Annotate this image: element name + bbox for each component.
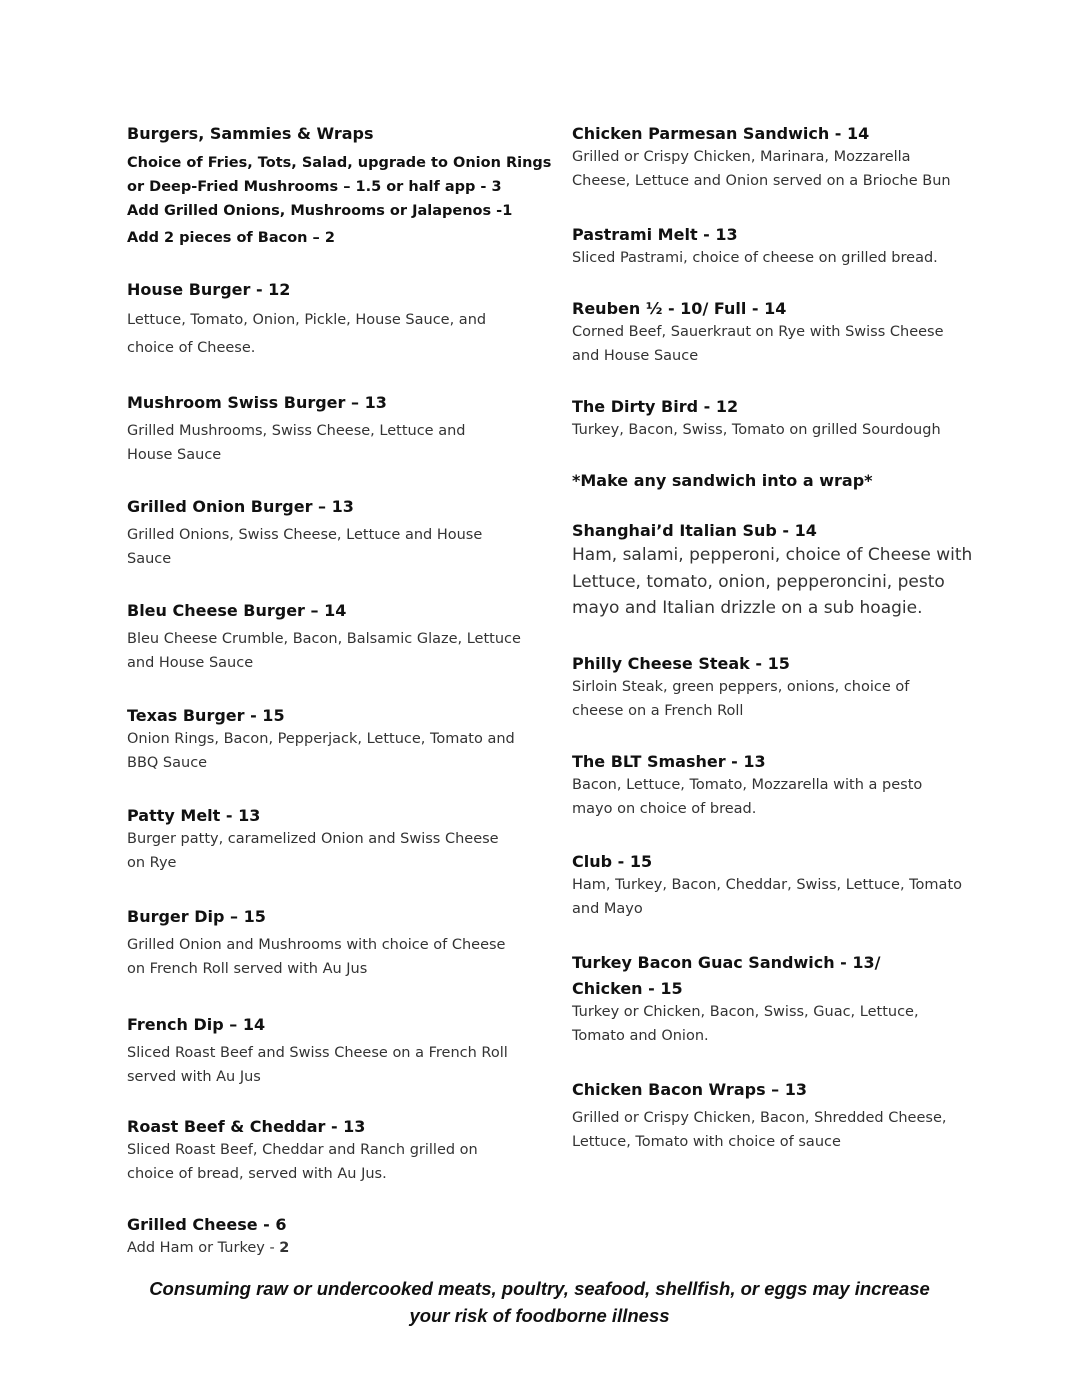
item-description [127,827,499,875]
menu-item [127,280,486,362]
item-description [572,145,951,193]
desc-line: and House Sauce [572,348,699,364]
desc-line: Grilled Onions, Swiss Cheese, Lettuce and House [127,527,483,543]
item-title: Reuben ½ - 10/ Full - 14 [572,299,787,318]
item-title: Club - 15 [572,852,653,871]
menu-item [127,393,466,467]
desc-line: Sauce [127,551,172,567]
desc-line: and Mayo [572,901,643,917]
desc-line: Grilled Onion and Mushrooms with choice of Cheese [127,937,506,953]
item-description [127,627,521,675]
desc-line: Grilled Mushrooms, Swiss Cheese, Lettuce and [127,423,466,439]
intro-line: or Deep-Fried Mushrooms – 1.5 or half app - 3 [127,179,502,195]
item-description [127,1138,478,1186]
item-title: Pastrami Melt - 13 [572,225,738,244]
desc-line: on Rye [127,855,177,871]
desc-line: Ham, salami, pepperoni, choice of Cheese with [572,545,973,565]
item-description [572,873,962,921]
menu-item [127,1215,289,1260]
item-title: Grilled Onion Burger – 13 [127,497,354,516]
item-title: Philly Cheese Steak - 15 [572,654,790,673]
item-description [572,418,941,442]
menu-item [127,601,521,675]
desc-line: Sliced Roast Beef, Cheddar and Ranch grilled on [127,1142,478,1158]
item-description [127,933,505,981]
item-title: Patty Melt - 13 [127,806,261,825]
item-title: Burger Dip – 15 [127,907,266,926]
desc-line: Burger patty, caramelized Onion and Swiss Cheese [127,831,499,847]
desc-line: cheese on a French Roll [572,703,744,719]
warning-line: Consuming raw or undercooked meats, poultry, seafood, shellfish, or eggs may increase [149,1278,930,1299]
intro-text [127,151,551,250]
menu-item [572,953,919,1048]
desc-line: BBQ Sauce [127,755,208,771]
menu-item [572,124,951,193]
desc-line: Bacon, Lettuce, Tomato, Mozzarella with a pesto [572,777,923,793]
desc-line: Lettuce, Tomato, Onion, Pickle, House Sauce, and [127,312,487,328]
item-description [127,306,486,362]
menu-item [572,397,941,442]
desc-line: choice of bread, served with Au Jus. [127,1166,387,1182]
desc-line: served with Au Jus [127,1069,261,1085]
desc-line: Lettuce, tomato, onion, pepperoncini, pesto [572,571,945,592]
desc-line: Corned Beef, Sauerkraut on Rye with Swiss Cheese [572,324,944,340]
item-title: Roast Beef & Cheddar - 13 [127,1117,366,1136]
menu-item [127,806,499,875]
intro-line: Add 2 pieces of Bacon – 2 [127,230,335,246]
item-description [572,1106,946,1154]
item-title: French Dip – 14 [127,1015,266,1034]
desc-line: Grilled or Crispy Chicken, Bacon, Shredded Cheese, [572,1110,947,1126]
desc-line: and House Sauce [127,655,254,671]
item-title: Chicken Bacon Wraps – 13 [572,1080,807,1099]
section-heading: Burgers, Sammies & Wraps [127,124,374,143]
desc-line: House Sauce [127,447,222,463]
menu-item [572,852,962,921]
desc-line: Cheese, Lettuce and Onion served on a Brioche Bun [572,173,951,189]
add-on-price: 2 [279,1240,290,1256]
menu-item [572,521,972,622]
desc-line: Add Ham or Turkey - [127,1240,280,1256]
desc-line: Sirloin Steak, green peppers, onions, choice of [572,679,910,695]
menu-item [572,752,922,821]
desc-line: Onion Rings, Bacon, Pepperjack, Lettuce, Tomato and [127,731,515,747]
desc-line: Bleu Cheese Crumble, Bacon, Balsamic Glaze, Lettuce [127,631,521,647]
item-title: Turkey Bacon Guac Sandwich - 13/ [572,953,881,972]
item-description [572,246,938,270]
item-title: House Burger - 12 [127,280,291,299]
menu-item [572,225,938,270]
desc-line: mayo and Italian drizzle on a sub hoagie. [572,598,923,618]
menu-item [572,1080,946,1154]
desc-line: Sliced Pastrami, choice of cheese on grilled bread. [572,250,938,266]
item-description [572,773,922,821]
item-title: Mushroom Swiss Burger – 13 [127,393,387,412]
menu-item [127,706,515,775]
desc-line: Sliced Roast Beef and Swiss Cheese on a French Roll [127,1045,508,1061]
desc-line: mayo on choice of bread. [572,801,757,817]
item-description [127,1041,508,1089]
item-description [572,1000,919,1048]
item-description [572,320,944,368]
health-warning [0,1275,1079,1329]
item-description [127,523,482,571]
desc-line: on French Roll served with Au Jus [127,961,368,977]
desc-line: Lettuce, Tomato with choice of sauce [572,1134,841,1150]
item-title: Shanghai’d Italian Sub - 14 [572,521,817,540]
item-description [127,1236,289,1260]
menu-item [127,1015,508,1089]
desc-line: Ham, Turkey, Bacon, Cheddar, Swiss, Lettuce, Tomato [572,877,962,893]
warning-line: your risk of foodborne illness [409,1305,670,1326]
item-description [572,542,972,622]
menu-item [572,654,909,723]
item-title: Texas Burger - 15 [127,706,285,725]
intro-line: Choice of Fries, Tots, Salad, upgrade to Onion Rings [127,155,552,171]
item-title: The Dirty Bird - 12 [572,397,739,416]
intro-line: Add Grilled Onions, Mushrooms or Jalapenos -1 [127,203,513,219]
item-title: Bleu Cheese Burger – 14 [127,601,347,620]
menu-item [572,299,944,368]
item-title: Grilled Cheese - 6 [127,1215,287,1234]
wrap-note: *Make any sandwich into a wrap* [572,471,873,490]
menu-item [127,497,482,571]
item-description [127,727,515,775]
desc-line: Tomato and Onion. [572,1028,709,1044]
desc-line: choice of Cheese. [127,340,256,356]
item-title: The BLT Smasher - 13 [572,752,766,771]
menu-item [127,907,505,981]
item-description [127,419,466,467]
item-title: Chicken - 15 [572,979,683,998]
item-title: Chicken Parmesan Sandwich - 14 [572,124,870,143]
item-description [572,675,909,723]
desc-line: Turkey or Chicken, Bacon, Swiss, Guac, Lettuce, [572,1004,919,1020]
menu-item [127,1117,478,1186]
desc-line: Turkey, Bacon, Swiss, Tomato on grilled Sourdough [572,422,941,438]
desc-line: Grilled or Crispy Chicken, Marinara, Mozzarella [572,149,911,165]
